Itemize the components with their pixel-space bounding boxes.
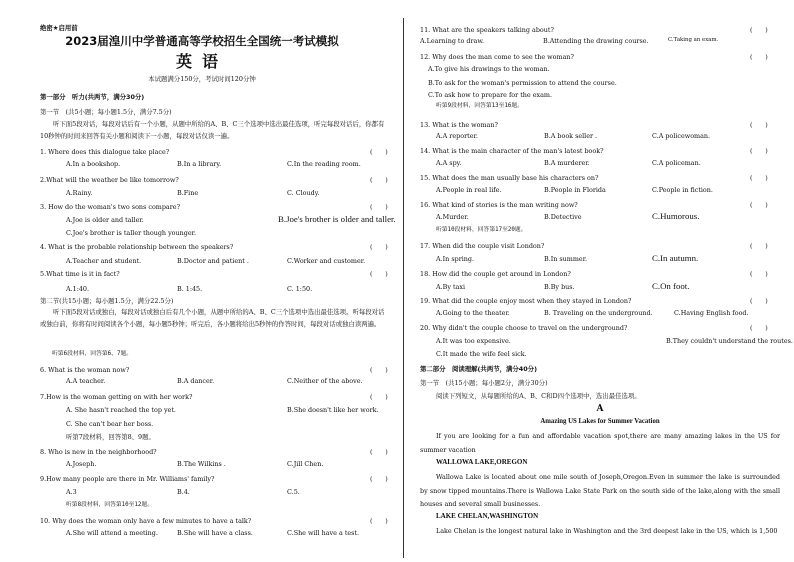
q15-option-c: C.People in fiction. — [652, 186, 713, 194]
q6-option-b: B.A dancer. — [177, 377, 215, 385]
q14-stem: 14. What is the main character of the man's latest book? — [420, 147, 604, 155]
q9-option-a: A.3 — [66, 488, 77, 496]
q16-answer-paren[interactable]: ( ) — [750, 201, 768, 209]
q13-answer-paren[interactable]: ( ) — [750, 121, 768, 129]
q3-option-c: C.Joe's brother is taller though younger. — [66, 229, 197, 237]
q9-option-b: B.4. — [177, 488, 190, 496]
q6-stem: 6. What is the woman now? — [40, 366, 130, 374]
q15-option-a: A.People in real life. — [436, 186, 502, 194]
q6-option-a: A.A teacher. — [66, 377, 106, 385]
passage-letter: A — [596, 404, 604, 414]
q12-option-b: B.To ask for the woman's permission to attend the course. — [428, 79, 617, 87]
q16-option-c: C.Humorous. — [652, 211, 700, 221]
passage-paragraph-1: If you are looking for a fun and affordable vacation spot,there are many amazing lakes in the US for summer vacation — [420, 432, 780, 454]
q5-option-c: C. 1:50. — [287, 285, 313, 293]
q14-option-a: A.A spy. — [436, 159, 462, 167]
exam-title: 2023届湟川中学普通高等学校招生全国统一考试模拟 — [65, 34, 339, 48]
q19-stem: 19. What did the couple enjoy most when they stayed in London? — [420, 297, 632, 305]
q18-stem: 18. How did the couple get around in London? — [420, 270, 571, 278]
q8-option-c: C.Jill Chen. — [287, 460, 324, 468]
part2-title: 第二部分 阅读理解(共两节，满分40分) — [420, 365, 537, 373]
note-material-7: 听第7段材料，回答第8、9题。 — [66, 433, 155, 441]
q11-option-a: A.Learning to draw. — [420, 37, 485, 45]
q10-answer-paren[interactable]: ( ) — [370, 517, 388, 525]
part1-sec2-title: 第二节(共15小题；每小题1.5分，满分22.5分) — [40, 297, 174, 305]
q2-option-a: A.Rainy. — [66, 189, 93, 197]
q17-stem: 17. When did the couple visit London? — [420, 242, 545, 250]
q1-option-a: A.In a bookshop. — [66, 160, 121, 168]
q10-option-c: C.She will have a test. — [287, 529, 360, 537]
q18-answer-paren[interactable]: ( ) — [750, 270, 768, 278]
q8-option-b: B.The Wilkins . — [177, 460, 226, 468]
exam-note: 本试题满分150分，考试时间120分钟 — [148, 75, 256, 83]
q20-option-c: C.It made the wife feel sick. — [436, 350, 527, 358]
q19-option-b: B. Traveling on the underground. — [544, 309, 653, 317]
q15-answer-paren[interactable]: ( ) — [750, 174, 768, 182]
q11-answer-paren[interactable]: ( ) — [750, 26, 768, 34]
q9-stem: 9.How many people are there in Mr. Williams' family? — [40, 475, 215, 483]
q15-stem: 15. What does the man usually base his characters on? — [420, 174, 599, 182]
q18-option-b: B.By bus. — [544, 283, 575, 291]
q7-option-b: B.She doesn't like her work. — [287, 406, 379, 414]
q2-option-b: B.Fine — [177, 189, 199, 197]
q8-stem: 8. Who is new in the neighborhood? — [40, 448, 157, 456]
q4-option-b: B.Doctor and patient . — [177, 257, 249, 265]
part1-title: 第一部分 听力(共两节，满分30分) — [40, 93, 145, 101]
q12-stem: 12. Why does the man come to see the woman? — [420, 53, 574, 61]
secret-label: 绝密★启用前 — [40, 24, 78, 32]
q8-option-a: A.Joseph. — [66, 460, 97, 468]
column-divider — [403, 18, 404, 558]
passage-title: Amazing US Lakes for Summer Vacation — [540, 418, 660, 425]
q11-option-c: C.Taking an exam. — [668, 37, 719, 43]
q7-answer-paren[interactable]: ( ) — [370, 393, 388, 401]
q2-option-c: C. Cloudy. — [287, 189, 320, 197]
q18-option-a: A.By taxi — [436, 283, 466, 291]
q19-option-a: A.Going to the theater. — [436, 309, 510, 317]
q3-option-a: A.Joe is older and taller. — [66, 216, 144, 224]
q13-option-a: A.A reporter. — [436, 132, 478, 140]
note-material-8: 听第8段材料，回答第10至12题。 — [66, 502, 154, 508]
q14-answer-paren[interactable]: ( ) — [750, 147, 768, 155]
q11-option-b: B.Attending the drawing course. — [543, 37, 649, 45]
q13-option-c: C.A policewoman. — [652, 132, 711, 140]
q5-option-a: A.1:40. — [66, 285, 90, 293]
q8-answer-paren[interactable]: ( ) — [370, 448, 388, 456]
part1-sec1-instructions: 听下面5段对话，每段对话后有一个小题，从题中所给的A、B、C三个选项中选出最佳选项，听完每段对话后，你都有10秒钟的时间来回答有关小题和阅读下一小题，每段对话仅读一遍。 — [40, 120, 385, 140]
q4-answer-paren[interactable]: ( ) — [370, 243, 388, 251]
q13-stem: 13. What is the woman? — [420, 121, 498, 129]
q1-answer-paren[interactable]: ( ) — [370, 148, 388, 156]
q17-option-b: B.In summer. — [544, 255, 588, 263]
q4-option-a: A.Teacher and student. — [66, 257, 142, 265]
q7-stem: 7.How is the woman getting on with her work? — [40, 393, 193, 401]
passage-paragraph-2: Wallowa Lake is located about one mile south of Joseph,Oregon.Even in summer the lake is surrounded by snow tipped mountains.There is Wallowa Lake State Park on the south side of the lake,along with the small houses and several small businesses. — [420, 473, 780, 508]
q10-stem: 10. Why does the woman only have a few minutes to have a talk? — [40, 517, 252, 525]
q4-stem: 4. What is the probable relationship between the speakers? — [40, 243, 234, 251]
q3-answer-paren[interactable]: ( ) — [370, 203, 388, 211]
q16-stem: 16. What kind of stories is the man writing now? — [420, 201, 578, 209]
part2-sec1-title: 第一节 (共15小题；每小题2分，满分30分) — [420, 379, 548, 387]
q17-answer-paren[interactable]: ( ) — [750, 242, 768, 250]
q16-option-a: A.Murder. — [436, 213, 469, 221]
q7-option-a: A. She hasn't reached the top yet. — [66, 406, 176, 414]
q10-option-b: B.She will have a class. — [177, 529, 253, 537]
q20-answer-paren[interactable]: ( ) — [750, 324, 768, 332]
note-material-6: 听第6段材料，回答第6、7题。 — [52, 351, 133, 357]
q20-stem: 20. Why didn't the couple choose to travel on the underground? — [420, 324, 628, 332]
q9-option-c: C.5. — [287, 488, 300, 496]
q15-option-b: B.People in Florida — [544, 186, 606, 194]
note-material-10: 听第10段材料，回答第17至20题。 — [436, 227, 527, 233]
right-column — [406, 0, 794, 562]
passage-heading-chelan: LAKE CHELAN,WASHINGTON — [436, 512, 539, 520]
part1-sec2-instructions: 听下面5段对话或独白，每段对话或独白后有几个小题，从题中所给的A、B、C三个选项中选出最佳选项。听每段对话或独白前，你将有时间阅读各个小题，每小题5秒钟；听完后，各小题将给出5秒钟的作答时间，每段对话或独白读两遍。 — [40, 308, 385, 328]
passage-heading-wallowa: WALLOWA LAKE,OREGON — [436, 458, 528, 466]
passage-paragraph-3: Lake Chelan is the longest natural lake in Washington and the 3rd deepest lake in the US, which is 1,500 — [436, 527, 778, 535]
q12-option-a: A.To give his drawings to the woman. — [428, 65, 550, 73]
q10-option-a: A.She will attend a meeting. — [66, 529, 158, 537]
q1-stem: 1. Where does this dialogue take place? — [40, 148, 170, 156]
q5-stem: 5.What time is it in fact? — [40, 270, 120, 278]
q17-option-a: A.In spring. — [436, 255, 475, 263]
part1-sec1-title: 第一节 (共5小题；每小题1.5分，满分7.5分) — [40, 108, 172, 116]
q19-option-c: C.Having English food. — [674, 309, 749, 317]
q7-option-c: C. She can't bear her boss. — [66, 420, 154, 428]
q19-answer-paren[interactable]: ( ) — [750, 297, 768, 305]
q11-stem: 11. What are the speakers talking about? — [420, 26, 554, 34]
q20-option-a: A.It was too expensive. — [436, 337, 511, 345]
q16-option-b: B.Detective — [544, 213, 582, 221]
q3-option-b: B.Joe's brother is older and taller. — [278, 214, 396, 224]
q14-option-b: B.A murderer. — [544, 159, 590, 167]
q5-answer-paren[interactable]: ( ) — [370, 270, 388, 278]
q4-option-c: C.Worker and customer. — [287, 257, 366, 265]
q2-answer-paren[interactable]: ( ) — [370, 176, 388, 184]
q14-option-c: C.A policeman. — [652, 159, 701, 167]
q1-option-b: B.In a library. — [177, 160, 222, 168]
q18-option-c: C.On foot. — [652, 281, 690, 291]
part2-sec1-instructions: 阅读下列短文，从每题所给的A、B、C和D四个选项中，选出最佳选项。 — [436, 392, 641, 400]
q2-stem: 2.What will the weather be like tomorrow? — [40, 176, 179, 184]
q5-option-b: B. 1:45. — [177, 285, 203, 293]
q17-option-c: C.In autumn. — [652, 253, 699, 263]
q12-option-c: C.To ask how to prepare for the exam. — [428, 91, 553, 99]
note-material-9: 听第9段材料，回答第13至16题。 — [436, 103, 524, 109]
q1-option-c: C.In the reading room. — [287, 160, 361, 168]
q13-option-b: B.A book seller . — [544, 132, 598, 140]
q6-option-c: C.Neither of the above. — [287, 377, 363, 385]
q12-answer-paren[interactable]: ( ) — [750, 53, 768, 61]
q20-option-b: B.They couldn't understand the routes. — [666, 337, 793, 345]
exam-subject: 英语 — [175, 52, 228, 71]
q9-answer-paren[interactable]: ( ) — [370, 475, 388, 483]
q3-stem: 3. How do the woman's two sons compare? — [40, 203, 181, 211]
q6-answer-paren[interactable]: ( ) — [370, 366, 388, 374]
